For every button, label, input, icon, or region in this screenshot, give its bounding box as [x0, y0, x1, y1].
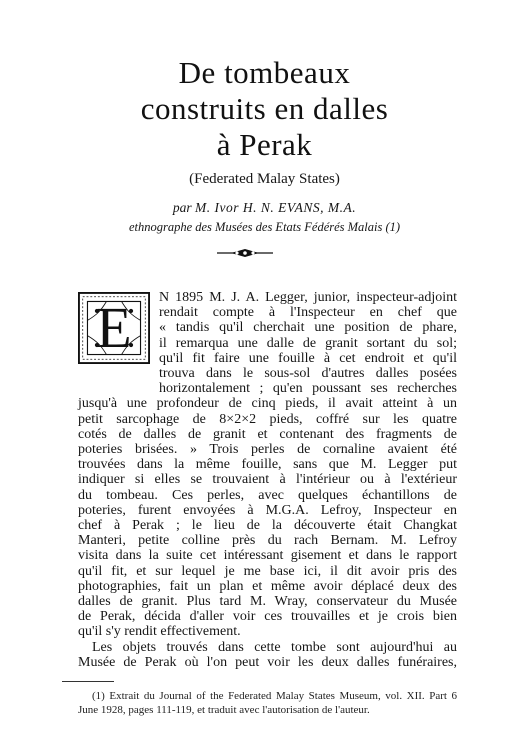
byline-prefix: par	[172, 200, 192, 215]
body-line: du tombeau. Ces perles, avec quelques échantillons de	[78, 487, 457, 503]
body-line: trouva dans le sous-sol d'autres dalles posées	[159, 366, 457, 381]
author-affiliation: ethnographe des Musées des Etats Fédérés Malais (1)	[128, 220, 401, 234]
body-line: qu'il fit, et sur lequel je me base ici, il dit avoir pris des	[78, 563, 457, 579]
body-line: photographies, fait un plan et même avoir déplacé deux des	[78, 578, 457, 594]
subtitle: (Federated Malay States)	[189, 171, 340, 187]
ornament-divider	[217, 245, 273, 261]
body-line: horizontalement ; qu'en poussant ses recherches	[159, 381, 457, 397]
body-line: qu'il s'y rendit effectivement.	[78, 624, 241, 640]
body-line: qu'il fit faire une fouille à cet endroit et qu'il	[159, 350, 457, 366]
body-line: chef à Perak ; le lieu de la découverte était Changkat	[78, 518, 457, 533]
title-line-2: construits en dalles	[140, 91, 389, 126]
dropcap-block	[78, 292, 150, 364]
body-line: cotés de dalles de granit et contenant des fragments de	[78, 426, 457, 442]
body-line: Musée de Perak où l'on peut voir les deux dalles funéraires,	[78, 654, 457, 670]
body-line: trouvées dans la même fouille, sans que M. Legger put	[78, 457, 457, 473]
body-line: il remarqua une dalle de granit sortant du sol;	[159, 335, 457, 351]
body-line: poteries brisées. » Trois perles de cornaline avaient été	[78, 442, 457, 457]
body-line: « tandis qu'il cherchait une position de phare,	[159, 320, 457, 336]
byline-author: M. Ivor H. N. EVANS, M.A.	[195, 200, 357, 215]
body-line: poteries, furent envoyées à M.G.A. Lefroy, Inspecteur en	[78, 502, 457, 518]
body-line: de Perak, décida d'aller voir ces trouvailles et je crois bien	[78, 609, 457, 625]
body-line: petit sarcophage de 8×2×2 pieds, coffré sur les quatre	[78, 411, 457, 427]
footnote-divider	[62, 681, 114, 682]
body-line: Les objets trouvés dans cette tombe sont aujourd'hui au	[92, 639, 457, 655]
body-line: N 1895 M. J. A. Legger, junior, inspecteur-adjoint	[159, 290, 457, 305]
body-line: Manteri, petite colline près du rach Bernam. M. Lefroy	[78, 533, 457, 549]
title-line-3: à Perak	[216, 127, 313, 162]
title-line-1: De tombeaux	[178, 55, 351, 90]
body-line: jusqu'à une profondeur de cinq pieds, il avait atteint à un	[78, 396, 457, 412]
byline	[0, 199, 529, 216]
footnote-line: June 1928, pages 111-119, et traduit avec l'autorisation de l'auteur.	[78, 703, 370, 716]
body-line: rendait compte à l'Inspecteur en chef que	[159, 305, 457, 321]
footnote-line: (1) Extrait du Journal of the Federated Malay States Museum, vol. XII. Part 6	[92, 689, 457, 702]
body-line: indiquer si elles se trouvaient à l'intérieur ou à l'extérieur	[78, 472, 457, 488]
body-line: dalles de granit. Plus tard M. Wray, conservateur du Musée	[78, 594, 457, 609]
body-line: visita dans la suite cet intéressant gisement et dans le rapport	[78, 548, 457, 564]
dropcap-letter: E	[96, 295, 132, 360]
